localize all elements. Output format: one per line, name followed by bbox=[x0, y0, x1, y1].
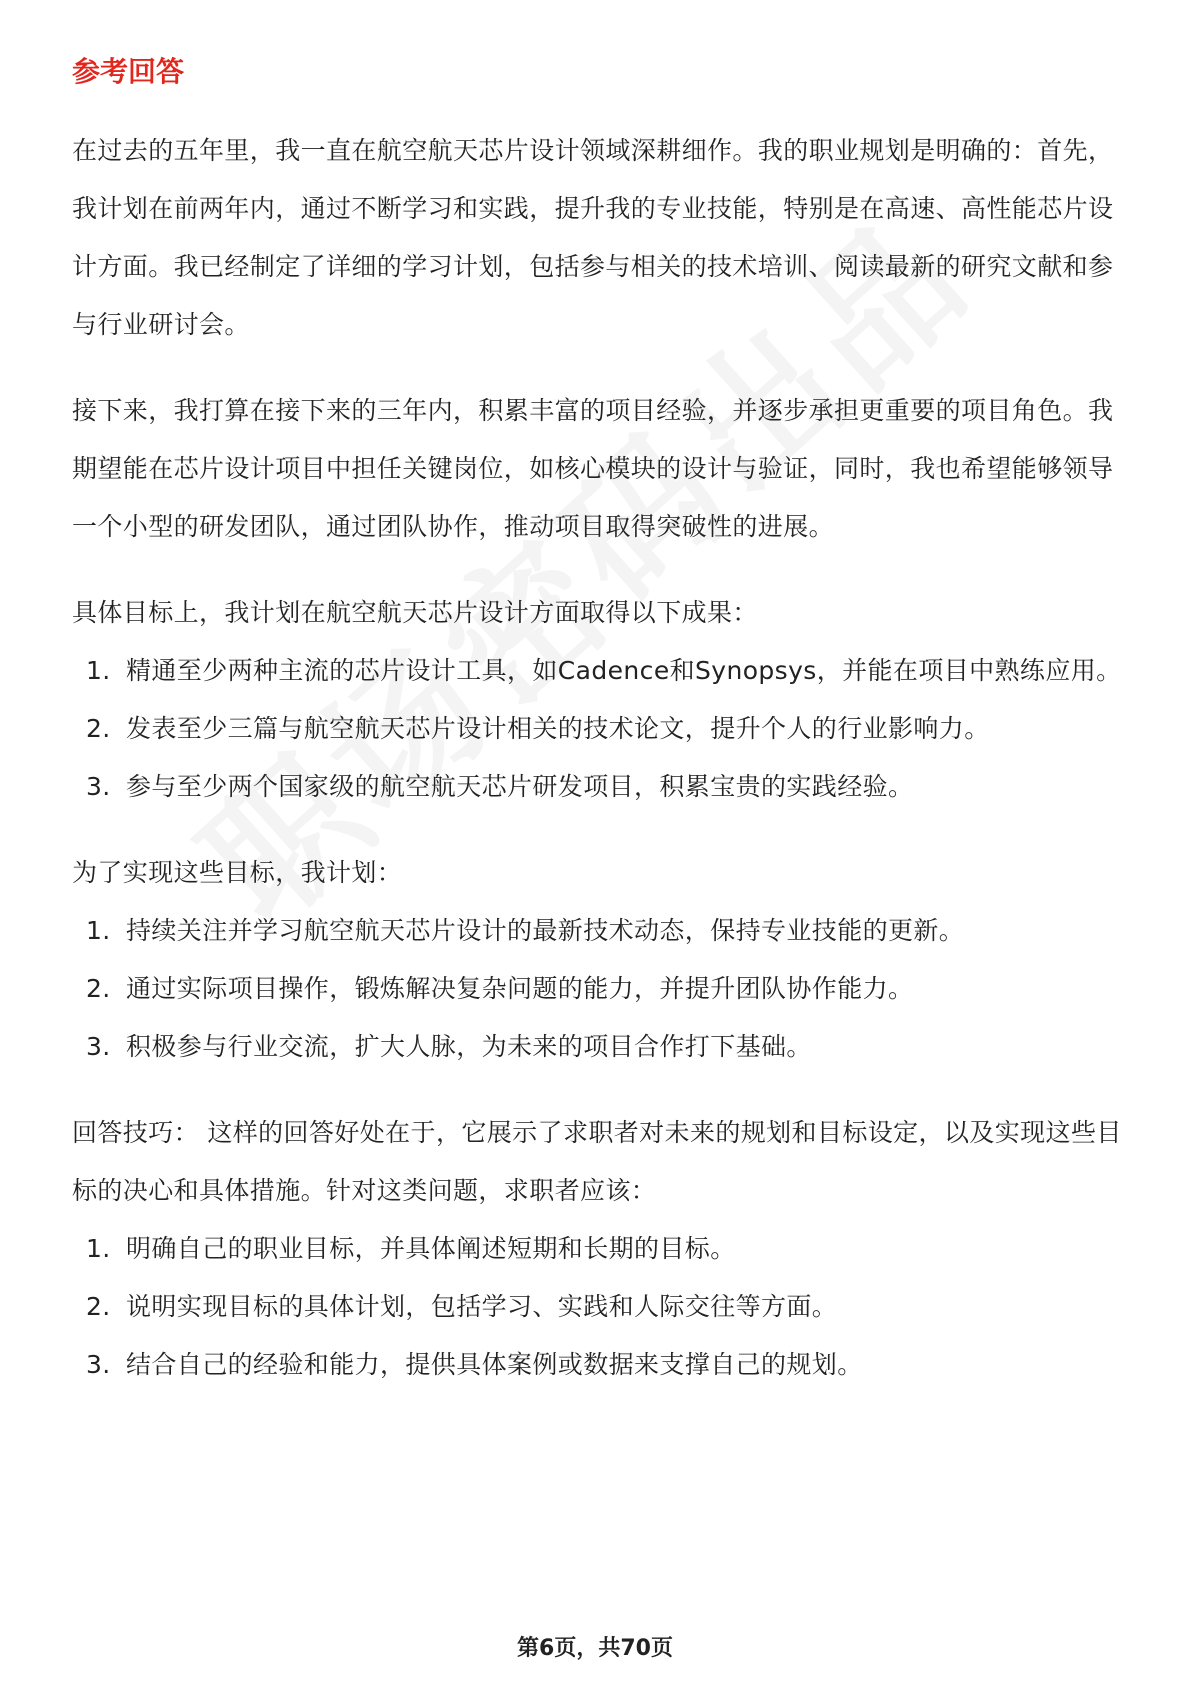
paragraph-plans-intro: 为了实现这些目标，我计划： bbox=[72, 858, 403, 887]
list-item-text: 通过实际项目操作，锻炼解决复杂问题的能力，并提升团队协作能力。 bbox=[126, 974, 914, 1003]
list-item bbox=[72, 1018, 1122, 1076]
list-item bbox=[72, 642, 1122, 700]
list-number: 2. bbox=[86, 714, 111, 743]
list-item-text: 精通至少两种主流的芯片设计工具，如Cadence和Synopsys，并能在项目中熟练应用。 bbox=[126, 656, 1122, 685]
list-item bbox=[72, 1336, 1122, 1394]
list-number: 2. bbox=[86, 974, 111, 1003]
paragraph-career-background: 在过去的五年里，我一直在航空航天芯片设计领域深耕细作。我的职业规划是明确的：首先，我计划在前两年内，通过不断学习和实践，提升我的专业技能，特别是在高速、高性能芯片设计方面。我已经制定了详细的学习计划，包括参与相关的技术培训、阅读最新的研究文献和参与行业研讨会。 bbox=[72, 136, 1114, 339]
list-item bbox=[72, 758, 1122, 816]
page-number: 第6页，共70页 bbox=[517, 1636, 673, 1661]
list-number: 1. bbox=[86, 1234, 111, 1263]
list-item-text: 积极参与行业交流，扩大人脉，为未来的项目合作打下基础。 bbox=[126, 1032, 812, 1061]
list-item bbox=[72, 1278, 1122, 1336]
section-heading: 参考回答 bbox=[72, 55, 185, 88]
paragraph-next-steps: 接下来，我打算在接下来的三年内，积累丰富的项目经验，并逐步承担更重要的项目角色。我期望能在芯片设计项目中担任关键岗位，如核心模块的设计与验证，同时，我也希望能够领导一个小型的研发团队，通过团队协作，推动项目取得突破性的进展。 bbox=[72, 396, 1114, 541]
list-item-text: 结合自己的经验和能力，提供具体案例或数据来支撑自己的规划。 bbox=[126, 1350, 863, 1379]
plans-list bbox=[72, 902, 1122, 1076]
list-item-text: 说明实现目标的具体计划，包括学习、实践和人际交往等方面。 bbox=[126, 1292, 838, 1321]
list-number: 2. bbox=[86, 1292, 111, 1321]
list-number: 3. bbox=[86, 772, 111, 801]
paragraph-answer-tips: 回答技巧： 这样的回答好处在于，它展示了求职者对未来的规划和目标设定，以及实现这些目标的决心和具体措施。针对这类问题，求职者应该： bbox=[72, 1118, 1122, 1205]
list-item-text: 明确自己的职业目标，并具体阐述短期和长期的目标。 bbox=[126, 1234, 736, 1263]
list-number: 1. bbox=[86, 916, 111, 945]
goals-list bbox=[72, 642, 1122, 816]
list-number: 3. bbox=[86, 1350, 111, 1379]
list-item bbox=[72, 960, 1122, 1018]
list-item-text: 持续关注并学习航空航天芯片设计的最新技术动态，保持专业技能的更新。 bbox=[126, 916, 965, 945]
list-item bbox=[72, 700, 1122, 758]
tips-list bbox=[72, 1220, 1122, 1394]
list-number: 1. bbox=[86, 656, 111, 685]
list-item-text: 参与至少两个国家级的航空航天芯片研发项目，积累宝贵的实践经验。 bbox=[126, 772, 914, 801]
paragraph-goals-intro: 具体目标上，我计划在航空航天芯片设计方面取得以下成果： bbox=[72, 598, 758, 627]
list-item-text: 发表至少三篇与航空航天芯片设计相关的技术论文，提升个人的行业影响力。 bbox=[126, 714, 990, 743]
list-number: 3. bbox=[86, 1032, 111, 1061]
list-item bbox=[72, 1220, 1122, 1278]
list-item bbox=[72, 902, 1122, 960]
document-body bbox=[72, 52, 1122, 1394]
